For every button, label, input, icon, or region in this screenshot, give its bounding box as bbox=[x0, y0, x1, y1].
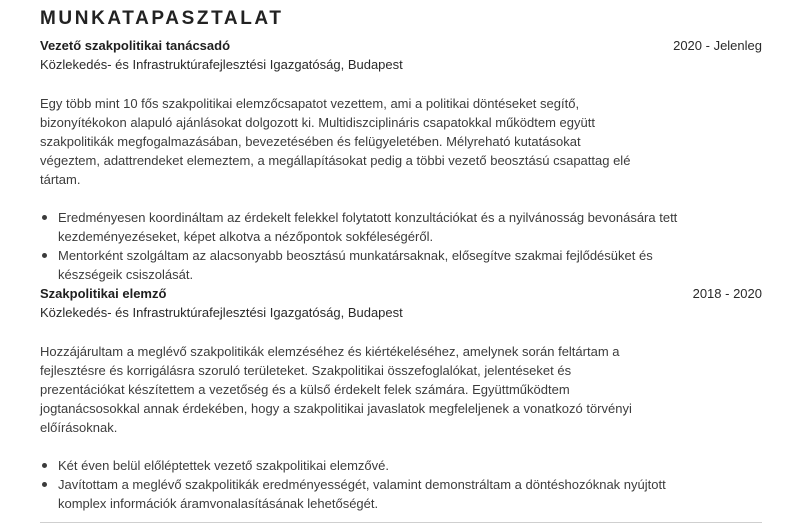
job-description: Hozzájárultam a meglévő szakpolitikák elemzéséhez és kiértékeléséhez, amelynek során feltártam a fejlesztésre és korrigálásra szoruló területeket. Szakpolitikai összefoglalókat, jelentéseket és prezentációkat készítettem a vezetőség és a külső érdekelt felek számára. Együttműködtem jogtanácsosokkal annak érdekében, hogy a szakpolitikai javaslatok megfeleljenek a vonatkozó törvényi előírásoknak. bbox=[40, 344, 632, 435]
list-item bbox=[40, 246, 680, 284]
bullet-icon bbox=[42, 482, 47, 487]
job-organization: Közlekedés- és Infrastruktúrafejlesztési Igazgatóság, Budapest bbox=[40, 57, 403, 72]
job-achievements bbox=[40, 208, 680, 284]
list-item-text: Javítottam a meglévő szakpolitikák eredményességét, valamint demonstráltam a döntéshozóknak nyújtott komplex információk áramvonalasításának lehetőségét. bbox=[58, 477, 666, 511]
bullet-icon bbox=[42, 463, 47, 468]
job-title: Szakpolitikai elemző bbox=[40, 286, 167, 301]
job-header bbox=[40, 38, 762, 56]
list-item bbox=[40, 475, 680, 513]
job-achievements bbox=[40, 456, 680, 513]
section-title: MUNKATAPASZTALAT bbox=[40, 8, 284, 29]
list-item-text: Mentorként szolgáltam az alacsonyabb beosztású munkatársaknak, elősegítve szakmai fejlődésüket és készségeik csiszolását. bbox=[58, 248, 653, 282]
list-item-text: Két éven belül előléptettek vezető szakpolitikai elemzővé. bbox=[58, 458, 389, 473]
job-entry-2 bbox=[40, 286, 762, 513]
job-description: Egy több mint 10 fős szakpolitikai elemzőcsapatot vezettem, ami a politikai döntéseket segítő, bizonyítékokon alapuló ajánlásokat dolgozott ki. Multidiszciplináris csapatokkal működtem együtt szakpolitikák megfogalmazásában, bevezetésében és felügyeletében. Mélyreható kutatásokat végeztem, adattrendeket elemeztem, a megállapításokat pedig a többi vezető beosztású csapattag elé tártam. bbox=[40, 96, 631, 187]
list-item bbox=[40, 456, 680, 475]
bullet-icon bbox=[42, 215, 47, 220]
job-dates: 2020 - Jelenleg bbox=[673, 38, 762, 53]
job-header bbox=[40, 286, 762, 304]
job-entry-1 bbox=[40, 38, 762, 284]
list-item-text: Eredményesen koordináltam az érdekelt felekkel folytatott konzultációkat és a nyilvánosság bevonására tett kezdeményezéseket, képet alkotva a nézőpontok sokféleségéről. bbox=[58, 210, 678, 244]
bullet-icon bbox=[42, 253, 47, 258]
job-organization: Közlekedés- és Infrastruktúrafejlesztési Igazgatóság, Budapest bbox=[40, 305, 403, 320]
job-dates: 2018 - 2020 bbox=[692, 286, 762, 301]
list-item bbox=[40, 208, 680, 246]
job-title: Vezető szakpolitikai tanácsadó bbox=[40, 38, 231, 53]
section-divider bbox=[40, 522, 762, 523]
